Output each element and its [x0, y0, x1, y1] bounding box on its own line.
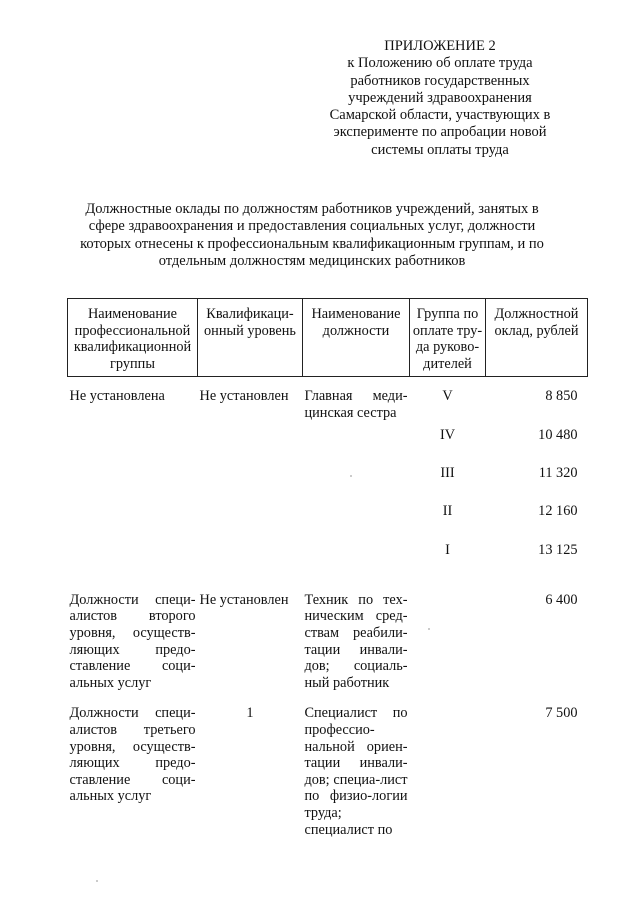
- cell-group: Должности специ-алистов третьего уровня, осуществ-ляющих предо-ставление соци-альных услуг: [69, 705, 196, 805]
- header-salary: Должностной оклад, рублей: [486, 299, 588, 377]
- document-title-line: Должностные оклады по должностям работников учреждений, занятых в: [85, 201, 539, 217]
- cell-level: Не установлен: [199, 591, 289, 608]
- management-group-value: I: [445, 541, 450, 558]
- cell-level: 1: [246, 705, 254, 722]
- management-group-value: IV: [439, 426, 456, 443]
- scan-speck: [350, 475, 352, 477]
- cell-management-group: [410, 588, 486, 702]
- document-title-line: сфере здравоохранения и предоставления социальных услуг, должности: [88, 218, 536, 235]
- appendix-line: к Положению об оплате труда: [347, 55, 533, 72]
- management-group-value: V: [442, 388, 453, 405]
- document-title-line: отдельным должностям медицинских работников: [158, 252, 466, 269]
- salary-value: 13 125: [538, 541, 578, 558]
- appendix-block: [320, 38, 560, 159]
- salary-value: 12 160: [538, 503, 578, 520]
- appendix-line: системы оплаты труда: [371, 141, 509, 158]
- header-qualification-group: Наименование профессиональной квалификационной группы: [68, 299, 198, 377]
- management-group-value: II: [442, 503, 453, 520]
- table-row: [68, 701, 588, 838]
- scan-speck: [96, 880, 98, 882]
- document-title: [62, 201, 562, 270]
- header-management-group: Группа по оплате тру-да руково-дителей: [410, 299, 486, 377]
- appendix-line: работников государственных: [350, 72, 530, 89]
- appendix-heading: ПРИЛОЖЕНИЕ 2: [384, 38, 496, 54]
- appendix-line: эксперименте по апробации новой: [333, 124, 547, 141]
- salary-value: 11 320: [538, 464, 578, 481]
- salary-table: [67, 298, 588, 838]
- cell-salary: 6 400: [545, 591, 578, 608]
- salary-value: 8 850: [545, 388, 578, 405]
- appendix-line: учреждений здравоохранения: [348, 89, 532, 106]
- cell-group: Должности специ-алистов второго уровня, осуществ-ляющих предо-ставление соци-альных услуг: [69, 591, 196, 691]
- appendix-line: Самарской области, участвующих в: [329, 107, 551, 124]
- cell-management-groups: [410, 377, 486, 588]
- header-position-name: Наименование должности: [303, 299, 410, 377]
- table-header-row: [68, 299, 588, 377]
- cell-position: Главная меди-цинская сестра: [304, 388, 408, 421]
- cell-level: Не установлен: [199, 388, 289, 405]
- table-row: [68, 377, 588, 588]
- cell-management-group: [410, 701, 486, 838]
- header-qualification-level: Квалификаци-онный уровень: [198, 299, 303, 377]
- salary-value: 10 480: [538, 426, 578, 443]
- document-title-line: которых отнесены к профессиональным квалификационным группам, и по: [80, 235, 544, 252]
- table-row: [68, 588, 588, 702]
- cell-salary: 7 500: [545, 705, 578, 722]
- cell-group: Не установлена: [69, 388, 165, 405]
- management-group-value: III: [440, 464, 455, 481]
- cell-position: Специалист по профессио-нальной ориен-тации инвали-дов; специа-лист по физио-логии труда; специалист по: [304, 705, 408, 838]
- cell-salaries: [486, 377, 588, 588]
- scan-speck: [428, 628, 430, 630]
- cell-position: Техник по тех-ническим сред-ствам реабили-тации инвали-дов; социаль-ный работник: [304, 591, 408, 691]
